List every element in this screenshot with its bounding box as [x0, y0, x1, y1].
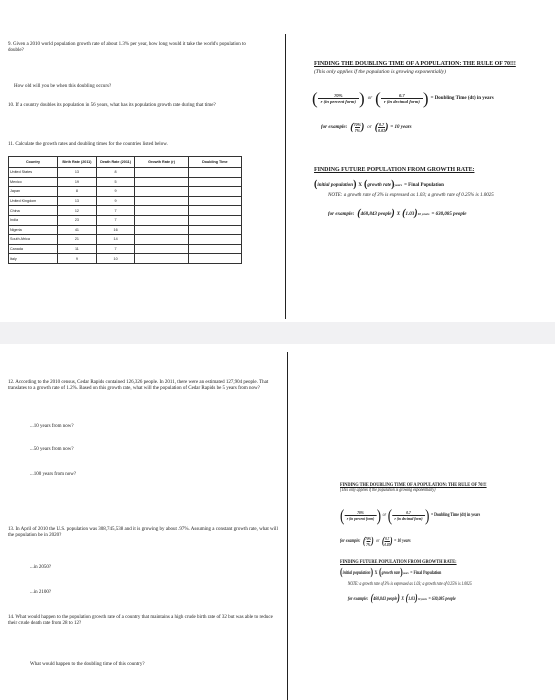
future-formula-result: = Final Population [404, 182, 444, 188]
future-example-exponent: 10 years [417, 212, 430, 216]
cell-death-rate: 7 [96, 206, 135, 216]
cell-doubling-time[interactable] [188, 254, 241, 264]
rule-of-70-note: (This only applies if the population is growing exponentially) [314, 69, 446, 75]
column-divider-bottom [287, 352, 288, 700]
cell-birth-rate: 13 [58, 196, 97, 206]
example-b-num: 0.7 [379, 122, 385, 127]
table-row [9, 177, 242, 187]
future-pop-formula: ( initial population ) X ( growth rate ) years = Final Population [314, 179, 444, 190]
question-9-sub: How old will you be when this doubling occurs? [14, 84, 112, 89]
cell-growth-rate[interactable] [135, 177, 188, 187]
cell-country: United States [9, 168, 58, 178]
table-row [9, 225, 242, 235]
cell-country: India [9, 215, 58, 225]
doubling-time-formula: ( $\frac{70\%}{\text{r (in percent form)}}$ ) or ( $\frac{0.7}{\text{r (in decimal form)}}$ ) = Doubling Time (dt) in years [312, 89, 494, 108]
cell-death-rate: 5 [96, 177, 135, 187]
future-example-result: = 630,085 people [431, 211, 467, 217]
future-example-label: for example: [328, 211, 355, 217]
cell-death-rate: 8 [96, 168, 135, 178]
cell-country: United Kingdom [9, 196, 58, 206]
col-header-birth-rate: Birth Rate (2011) [58, 157, 97, 168]
question-10: 10. If a country doubles its population in 56 years, what has its population growth rate during that time? [8, 103, 216, 108]
rule-of-70-note-bottom: (This only applies if the population is growing exponentially) [340, 488, 436, 493]
cell-birth-rate: 12 [58, 206, 97, 216]
question-12: 12. According to the 2010 census, Cedar Rapids contained 126,326 people. In 2011, there were an estimated 127,904 people. That translates to a growth rate of 1.2%. Based on this growth rate, what will the population of Cedar Rapids be 5 years from now? [8, 380, 269, 392]
question-9-text: 9. Given a 2010 world population growth rate of about 1.3% per year, how long would it take the world's population to double? [8, 42, 246, 54]
future-pop-example: for example: ( 468,843 people ) X ( 1.03 ) 10 years = 630,085 people [328, 208, 467, 219]
formula-numerator-percent-bottom: 70% [357, 510, 364, 515]
cell-birth-rate: 9 [58, 254, 97, 264]
cell-birth-rate: 41 [58, 225, 97, 235]
cell-doubling-time[interactable] [188, 225, 241, 235]
question-13-b: ...in 2100? [30, 590, 52, 595]
cell-doubling-time[interactable] [188, 206, 241, 216]
future-pop-example-bottom: for example: ( 468,843 people ) X ( 1.03 ) 10 years = 630,085 people [347, 593, 456, 604]
cell-growth-rate[interactable] [135, 196, 188, 206]
cell-death-rate: 9 [96, 187, 135, 197]
question-9 [8, 42, 258, 54]
cell-death-rate: 7 [96, 215, 135, 225]
page-separator [0, 322, 555, 344]
cell-birth-rate: 13 [58, 168, 97, 178]
future-example-result-bottom: = 630,085 people [428, 596, 456, 602]
cell-growth-rate[interactable] [135, 235, 188, 245]
cell-country: Italy [9, 254, 58, 264]
cell-doubling-time[interactable] [188, 215, 241, 225]
cell-country: China [9, 206, 58, 216]
column-divider-top [285, 34, 286, 319]
future-example-rate: 1.03 [405, 211, 415, 217]
example-a-den: 7% [354, 128, 360, 133]
question-12-b: ...50 years from now? [30, 447, 74, 452]
cell-death-rate: 14 [96, 235, 135, 245]
future-example-initial: 468,843 people [360, 211, 392, 217]
cell-growth-rate[interactable] [135, 244, 188, 254]
formula-denominator-decimal: r (in decimal form) [381, 98, 423, 104]
cell-birth-rate: 19 [58, 177, 97, 187]
future-formula-rate: growth rate [367, 182, 392, 188]
col-header-death-rate: Death Rate (2011) [96, 157, 135, 168]
question-12-a: ...10 years from now? [30, 424, 74, 429]
formula-result: = Doubling Time (dt) in years [430, 96, 494, 101]
future-pop-title: FINDING FUTURE POPULATION FROM GROWTH RATE: [314, 167, 475, 173]
cell-doubling-time[interactable] [188, 244, 241, 254]
question-14: 14. What would happen to the population growth rate of a country that maintains a high crude birth rate of 32 but was able to reduce their crude death rate from 28 to 12? [8, 615, 273, 627]
future-pop-note: NOTE: a growth rate of 3% is expressed as 1.03; a growth rate of 0.25% is 1.0025 [328, 193, 494, 198]
cell-doubling-time[interactable] [188, 168, 241, 178]
question-14-sub: What would happen to the doubling time of this country? [30, 662, 145, 667]
rule-of-70-title-bottom: FINDING THE DOUBLING TIME OF A POPULATION: THE RULE OF 70!!! [340, 482, 487, 488]
cell-death-rate: 16 [96, 225, 135, 235]
future-formula-exponent: years [394, 183, 403, 187]
example-label-bottom: for example: [340, 539, 361, 544]
example-or-bottom: or [376, 539, 380, 544]
formula-denominator-decimal-bottom: r (in decimal form) [392, 515, 425, 521]
cell-country: Japan [9, 187, 58, 197]
future-example-exponent-bottom: 10 years [417, 597, 427, 601]
cell-birth-rate: 8 [58, 187, 97, 197]
cell-doubling-time[interactable] [188, 235, 241, 245]
doubling-example: for example: ( $\frac{70\%}{7\%}$ ) or ( $\frac{0.7}{0.07}$ ) = 10 years [321, 121, 412, 133]
cell-country: Nigeria [9, 225, 58, 235]
cell-death-rate: 9 [96, 196, 135, 206]
doubling-example-bottom: for example: ( $\frac{70\%}{7\%}$ ) or ( $\frac{0.7}{0.07}$ ) = 10 years [340, 535, 411, 547]
formula-denominator-percent-bottom: r (in percent form) [344, 515, 376, 521]
question-12-c: ...100 years from now? [30, 472, 77, 477]
cell-growth-rate[interactable] [135, 225, 188, 235]
example-b-num-bottom: 0.7 [385, 536, 390, 541]
future-pop-note-bottom: NOTE: a growth rate of 3% is expressed as 1.03; a growth rate of 0.25% is 1.0025 [347, 582, 472, 587]
question-13: 13. In April of 2010 the U.S. population was 308,745,538 and it is growing by about .97%. Assuming a constant growth rate, what will the population be in 2020? [8, 527, 278, 539]
future-example-rate-bottom: 1.03 [408, 596, 416, 602]
cell-growth-rate[interactable] [135, 187, 188, 197]
formula-numerator-decimal: 0.7 [398, 93, 405, 98]
formula-result-bottom: = Doubling Time (dt) in years [430, 513, 481, 518]
future-formula-result-bottom: = Final Population [410, 570, 442, 576]
cell-doubling-time[interactable] [188, 196, 241, 206]
col-header-country: Country [9, 157, 58, 168]
table-row [9, 235, 242, 245]
col-header-growth-rate: Growth Rate (r) [135, 157, 188, 168]
future-formula-rate-bottom: growth rate [381, 570, 401, 576]
rule-of-70-title: FINDING THE DOUBLING TIME OF A POPULATION: THE RULE OF 70!!! [314, 61, 516, 67]
formula-numerator-percent: 70% [334, 93, 343, 98]
cell-doubling-time[interactable] [188, 177, 241, 187]
future-formula-initial: initial population [317, 182, 354, 188]
example-label: for example: [321, 125, 348, 130]
table-row [9, 215, 242, 225]
example-result: = 10 years [390, 125, 412, 130]
formula-denominator-percent: r (in percent form) [318, 98, 359, 104]
example-a-num: 70% [353, 122, 361, 127]
table-row [9, 244, 242, 254]
cell-birth-rate: 21 [58, 235, 97, 245]
cell-death-rate: 7 [96, 244, 135, 254]
future-pop-title-bottom: FINDING FUTURE POPULATION FROM GROWTH RATE: [340, 559, 457, 565]
example-b-den: 0.07 [378, 128, 386, 133]
question-11: 11. Calculate the growth rates and doubling times for the countries listed below. [8, 142, 168, 147]
col-header-doubling-time: Doubling Time [188, 157, 241, 168]
table-row [9, 187, 242, 197]
formula-numerator-decimal-bottom: 0.7 [406, 510, 411, 515]
rule-of-70-panel-bottom [340, 482, 527, 604]
table-row [9, 254, 242, 264]
cell-growth-rate[interactable] [135, 168, 188, 178]
cell-growth-rate[interactable] [135, 206, 188, 216]
cell-growth-rate[interactable] [135, 215, 188, 225]
cell-country: Mexico [9, 177, 58, 187]
future-pop-formula-bottom: ( initial population ) X ( growth rate ) years = Final Population [340, 567, 442, 578]
table-row [9, 206, 242, 216]
formula-or-bottom: or [382, 513, 387, 518]
cell-birth-rate: 11 [58, 244, 97, 254]
formula-or: or [367, 96, 373, 101]
cell-doubling-time[interactable] [188, 187, 241, 197]
example-a-den-bottom: 7% [366, 542, 371, 547]
cell-death-rate: 10 [96, 254, 135, 264]
cell-country: South Africa [9, 235, 58, 245]
example-or: or [367, 125, 372, 130]
doubling-time-formula-bottom: ( $\frac{70\%}{\text{r (in percent form)}}$ ) or ( $\frac{0.7}{\text{r (in decimal form)}}$ ) = Doubling Time (dt) in years [340, 506, 481, 525]
future-example-initial-bottom: 468,843 people [373, 596, 398, 602]
cell-growth-rate[interactable] [135, 254, 188, 264]
table-header-row [9, 157, 242, 168]
future-example-label-bottom: for example: [347, 596, 369, 602]
cell-birth-rate: 23 [58, 215, 97, 225]
future-formula-exponent-bottom: years [402, 571, 409, 575]
cell-country: Canada [9, 244, 58, 254]
future-formula-initial-bottom: initial population [342, 570, 371, 576]
example-result-bottom: = 10 years [394, 539, 411, 544]
example-b-den-bottom: 0.07 [384, 542, 390, 547]
growth-rate-table [8, 156, 242, 264]
question-13-a: ...in 2050? [30, 565, 52, 570]
table-row [9, 168, 242, 178]
table-row [9, 196, 242, 206]
example-a-num-bottom: 70% [365, 536, 372, 541]
